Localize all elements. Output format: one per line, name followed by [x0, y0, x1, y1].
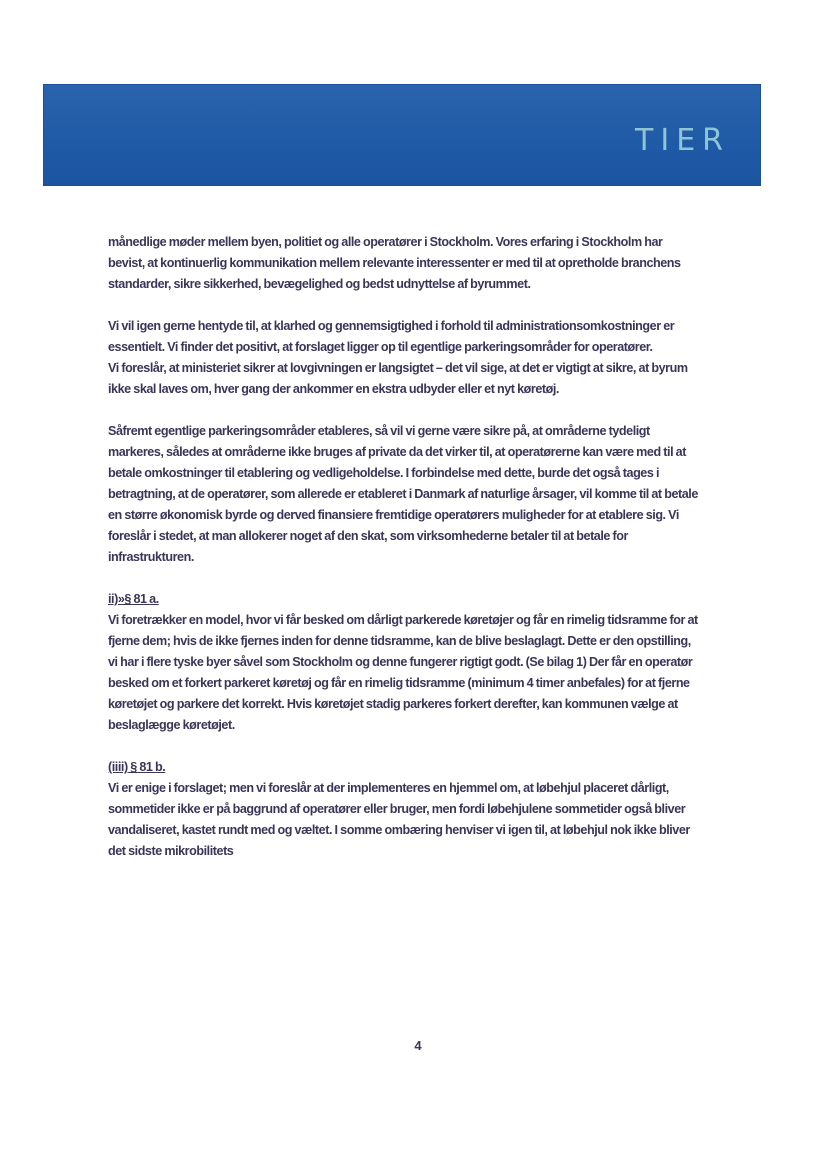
document-body — [108, 232, 700, 883]
paragraph-parking-areas: Såfremt egentlige parkeringsområder etableres, så vil vi gerne være sikre på, at områderne tydeligt markeres, således at områderne ikke bruges af private da det virker til, at operatørerne kan være med til at betale omkostninger til etablering og vedligeholdelse. I forbindelse med dette, burde det også tages i betragtning, at de operatører, som allerede er etableret i Danmark af naturlige årsager, vil komme til at betale en større økonomisk byrde og derved finansiere fremtidige operatørers muligheder for at etablere sig. Vi foreslår i stedet, at man allokerer noget af den skat, som virksomhederne betaler til at betale for infrastrukturen. — [108, 424, 698, 564]
page-number: 4 — [414, 1038, 422, 1053]
header-banner — [43, 84, 761, 186]
paragraph-long-term-legislation: Vi foreslår, at ministeriet sikrer at lovgivningen er langsigtet – det vil sige, at det er vigtigt at sikre, at byrum ikke skal laves om, hver gang der ankommer en ekstra udbyder eller et nyt køretøj. — [108, 361, 688, 396]
tier-logo: TIER — [635, 123, 730, 158]
paragraph-administration-costs: Vi vil igen gerne hentyde til, at klarhed og gennemsigtighed i forhold til administrationsomkostninger er essentielt. Vi finder det positivt, at forslaget ligger op til egentlige parkeringsområder for operatører. — [108, 319, 675, 354]
section-81b — [108, 757, 700, 862]
section-81a-reference: ii)»§ 81 a. — [108, 592, 159, 606]
section-81b-reference: (iiii) § 81 b. — [108, 760, 166, 774]
section-81b-text: Vi er enige i forslaget; men vi foreslår at der implementeres en hjemmel om, at løbehjul placeret dårligt, sommetider ikke er på baggrund af operatører eller bruger, men fordi løbehjulene sommetider også bliver vandaliseret, kastet rundt med og væltet. I somme ombæring henviser vi igen til, at løbehjul nok ikke bliver det sidste mikrobilitets — [108, 781, 690, 858]
section-81a — [108, 589, 700, 736]
section-81a-text: Vi foretrækker en model, hvor vi får besked om dårligt parkerede køretøjer og får en rimelig tidsramme for at fjerne dem; hvis de ikke fjernes inden for denne tidsramme, kan de blive beslaglagt. Dette er den opstilling, vi har i flere tyske byer såvel som Stockholm og denne fungerer rigtigt godt. (Se bilag 1) Der får en operatør besked om et forkert parkeret køretøj og får en rimelig tidsramme (minimum 4 timer anbefales) for at fjerne køretøjet og parkere det korrekt. Hvis køretøjet stadig parkeres forkert derefter, kan kommunen vælge at beslaglægge køretøjet. — [108, 613, 698, 732]
paragraph-intro: månedlige møder mellem byen, politiet og alle operatører i Stockholm. Vores erfaring i Stockholm har bevist, at kontinuerlig kommunikation mellem relevante interessenter er med til at opretholde branchens standarder, sikre sikkerhed, bevægelighed og bedst udnyttelse af byrummet. — [108, 235, 681, 291]
